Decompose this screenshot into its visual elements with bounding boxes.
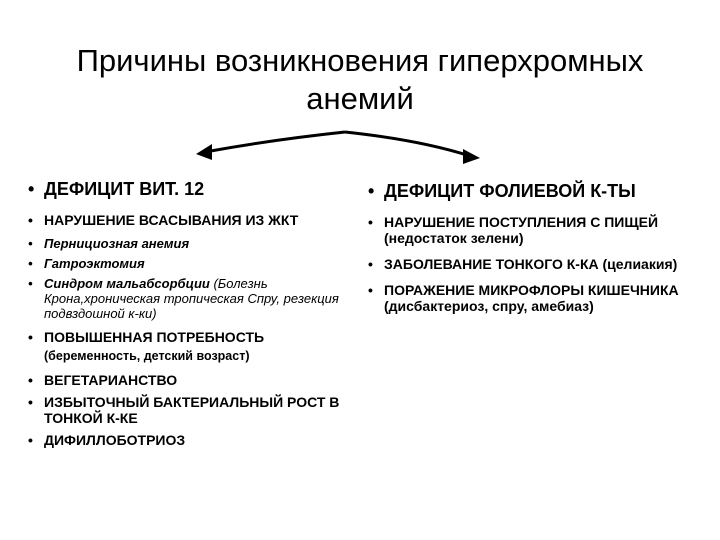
right-column xyxy=(368,180,698,314)
malabsorption-detail: (Болезнь Крона,хроническая тропическая Спру, резекция подвздошной к-ки) xyxy=(44,276,339,321)
left-item-bacterial-growth: • ИЗБЫТОЧНЫЙ БАКТЕРИАЛЬНЫЙ РОСТ В ТОНКОЙ К-КЕ xyxy=(28,394,348,426)
increased-need-label: ПОВЫШЕННАЯ ПОТРЕБНОСТЬ xyxy=(44,329,265,345)
left-heading: • ДЕФИЦИТ ВИТ. 12 xyxy=(28,178,348,200)
malabsorption-label: Синдром мальабсорбции xyxy=(44,276,210,291)
right-item-intake: • НАРУШЕНИЕ ПОСТУПЛЕНИЯ С ПИЩЕЙ (недостаток зелени) xyxy=(368,214,698,246)
left-arrow-head xyxy=(196,144,212,160)
right-item-small-intestine: • ЗАБОЛЕВАНИЕ ТОНКОГО К-КА (целиакия) xyxy=(368,256,698,272)
left-item-vegetarianism: • ВЕГЕТАРИАНСТВО xyxy=(28,372,348,388)
left-arrow-line xyxy=(205,132,345,152)
right-item-microflora: • ПОРАЖЕНИЕ МИКРОФЛОРЫ КИШЕЧНИКА (дисбактериоз, спру, амебиаз) xyxy=(368,282,698,314)
right-arrow-head xyxy=(463,149,480,164)
left-item-gastrectomy: • Гатроэктомия xyxy=(28,256,348,271)
left-item-diphyllobothriasis: • ДИФИЛЛОБОТРИОЗ xyxy=(28,432,348,448)
left-item-malabsorption xyxy=(28,276,348,321)
left-item-absorption: • НАРУШЕНИЕ ВСАСЫВАНИЯ ИЗ ЖКТ xyxy=(28,212,348,228)
left-item-pernicious: • Пернициозная анемия xyxy=(28,236,348,251)
left-item-increased-need xyxy=(28,329,348,364)
title-line-1: Причины возникновения гиперхромных xyxy=(76,43,644,78)
left-column xyxy=(28,178,348,448)
increased-need-detail: (беременность, детский возраст) xyxy=(44,349,250,363)
right-heading: • ДЕФИЦИТ ФОЛИЕВОЙ К-ТЫ xyxy=(368,180,698,202)
title-line-2: анемий xyxy=(306,81,414,116)
right-arrow-line xyxy=(345,132,470,156)
